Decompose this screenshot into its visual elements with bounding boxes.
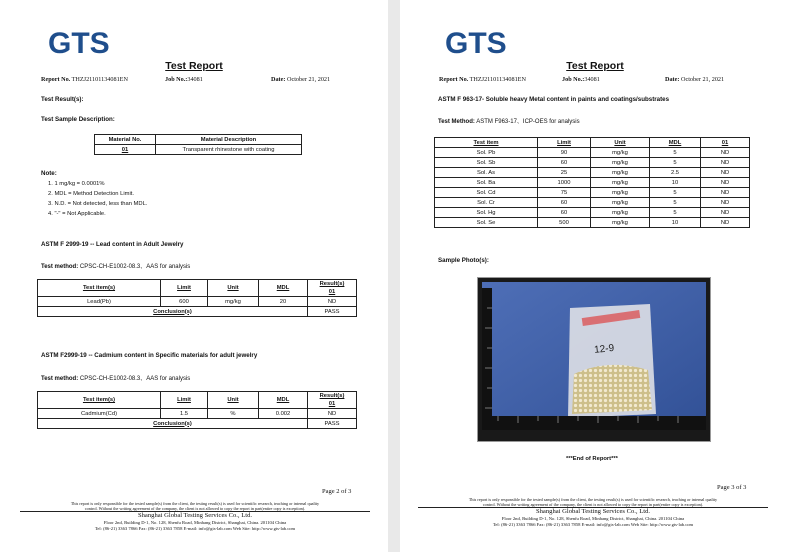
notes-list [48, 179, 147, 219]
table-row [435, 178, 750, 188]
table-row [435, 198, 750, 208]
cadmium-section-title: ASTM F2999-19 -- Cadmium content in Specific materials for adult jewelry [41, 352, 258, 359]
report-page-2 [0, 0, 388, 552]
material-desc-cell: Transparent rhinestone with coating [156, 145, 302, 155]
col-unit: Unit [208, 392, 259, 409]
report-date: Date: October 21, 2021 [665, 76, 725, 83]
disclaimer-line: control. Without the writing agreement of the company, the client is not allowed to copy the report in part(entire copy is exception). [20, 506, 370, 512]
cell: 5 [650, 198, 701, 208]
metal-rows [435, 148, 750, 228]
sample-photo-label: Sample Photo(s): [438, 257, 489, 264]
end-of-report: ***End of Report*** [566, 456, 618, 462]
col-mdl: MDL [259, 392, 308, 409]
cadmium-table [37, 391, 357, 429]
svg-text:GTS: GTS [48, 27, 110, 57]
table-row [435, 158, 750, 168]
cell: 60 [538, 198, 591, 208]
cell: ND [308, 409, 357, 419]
cell: Sol. Se [435, 218, 538, 228]
col-limit: Limit [538, 138, 591, 148]
cell: mg/kg [591, 218, 650, 228]
report-no: Report No. THZJ21101134081EN [41, 76, 128, 83]
cell: ND [701, 168, 750, 178]
cell: mg/kg [208, 297, 259, 307]
note-item: 3. N.D. = Not detected, less than MDL. [48, 201, 148, 207]
cell: ND [308, 297, 357, 307]
table-row [435, 188, 750, 198]
cell: mg/kg [591, 198, 650, 208]
gts-logo [48, 27, 118, 57]
cell: 25 [538, 168, 591, 178]
cell: 10 [650, 218, 701, 228]
gts-logo [445, 27, 515, 57]
note-item: 2. MDL = Method Detection Limit. [48, 191, 134, 197]
disclaimer-line: This report is only responsible for the tested sample(s) from the client, the testing result(s) is used for scientific research, teaching or internal quality [70, 501, 320, 506]
lead-section-title: ASTM F 2999-19 -- Lead content in Adult Jewelry [41, 241, 184, 248]
cell: 600 [161, 297, 208, 307]
table-row [435, 218, 750, 228]
cell: Sol. Pb [435, 148, 538, 158]
col-unit: Unit [591, 138, 650, 148]
cell: Sol. Hg [435, 208, 538, 218]
col-result [308, 280, 357, 297]
note-item: 1. 1 mg/kg = 0.0001% [48, 181, 105, 187]
cell: ND [701, 218, 750, 228]
cell: 0.002 [259, 409, 308, 419]
cell: 500 [538, 218, 591, 228]
conclusion-value: PASS [308, 419, 357, 429]
company-address: Floor 2nd, Building D-1, No. 128, Shenfu Road, Minhang District, Shanghai, China. 201104 China [501, 516, 685, 521]
note-label: Note: [41, 170, 57, 177]
cell: mg/kg [591, 178, 650, 188]
col-unit: Unit [208, 280, 259, 297]
job-no: Job No.:34081 [562, 76, 600, 83]
job-no: Job No.:34081 [165, 76, 203, 83]
cell: mg/kg [591, 158, 650, 168]
table-row [38, 409, 357, 419]
conclusion-label: Conclusion(s) [38, 419, 308, 429]
table-row [435, 168, 750, 178]
cell: mg/kg [591, 148, 650, 158]
cell: ND [701, 178, 750, 188]
cell: mg/kg [591, 208, 650, 218]
cell: 60 [538, 158, 591, 168]
page-number: Page 2 of 3 [322, 488, 352, 495]
page-number: Page 3 of 3 [717, 484, 747, 491]
col-mdl: MDL [650, 138, 701, 148]
conclusion-label: Conclusion(s) [38, 307, 308, 317]
section-title: ASTM F 963-17- Soluble heavy Metal content in paints and coatings/substrates [438, 96, 670, 103]
col-test-item: Test item [435, 138, 538, 148]
col-limit: Limit [161, 280, 208, 297]
cell: ND [701, 148, 750, 158]
page-title: Test Report [566, 60, 624, 72]
material-desc-header: Material Description [156, 135, 302, 145]
disclaimer-line: This report is only responsible for the tested sample(s) from the client, the testing result(s) is used for scientific research, teaching or internal quality [468, 497, 718, 502]
cell: 5 [650, 148, 701, 158]
cell: Sol. Sb [435, 158, 538, 168]
cell: 2.5 [650, 168, 701, 178]
cell: % [208, 409, 259, 419]
col-mdl: MDL [259, 280, 308, 297]
col-test-item: Test item(s) [38, 392, 161, 409]
report-no: Report No. THZJ21101134081EN [439, 76, 526, 83]
cell: ND [701, 198, 750, 208]
table-row [38, 297, 357, 307]
result-header: Result(s) [319, 393, 345, 399]
cell: Sol. Cd [435, 188, 538, 198]
test-method: Test Method: ASTM F963-17、ICP-OES for analysis [438, 119, 580, 125]
sample-description-label: Test Sample Description: [41, 116, 115, 123]
company-address: Floor 2nd, Building D-1, No. 128, Shenfu Road, Minhang District, Shanghai, China. 201104 China [103, 520, 287, 525]
cell: Sol. Ba [435, 178, 538, 188]
cell: mg/kg [591, 188, 650, 198]
page-title: Test Report [165, 60, 223, 72]
material-no-cell: 01 [95, 145, 156, 155]
conclusion-value: PASS [308, 307, 357, 317]
material-no-header: Material No. [95, 135, 156, 145]
test-results-label: Test Result(s): [41, 96, 84, 103]
table-row [435, 208, 750, 218]
company-name: Shanghai Global Testing Services Co., Ltd. [137, 512, 253, 519]
lead-test-method: Test method: CPSC-CH-E1002-08.3、AAS for analysis [41, 264, 191, 270]
soluble-metals-table [434, 137, 750, 228]
cell: 90 [538, 148, 591, 158]
cell: 60 [538, 208, 591, 218]
cell: Sol. As [435, 168, 538, 178]
note-item: 4. "-" = Not Applicable. [48, 211, 106, 217]
svg-text:GTS: GTS [445, 27, 507, 57]
cell: 75 [538, 188, 591, 198]
company-name: Shanghai Global Testing Services Co., Ltd. [535, 508, 651, 515]
cell: 5 [650, 208, 701, 218]
table-row [435, 148, 750, 158]
page-divider [388, 0, 400, 552]
company-contact: Tel: (86-21) 3363 7866 Fax: (86-21) 3363 7858 E-mail: info@gts-lab.com Web Site: http://www.gts-lab.com [492, 522, 694, 527]
sample-id-header: 01 [328, 289, 336, 295]
page-footer [418, 497, 768, 528]
sample-id-header: 01 [328, 401, 336, 407]
svg-text:12-9: 12-9 [593, 342, 615, 356]
lead-table [37, 279, 357, 317]
col-result [308, 392, 357, 409]
cell: Cadmium(Cd) [38, 409, 161, 419]
company-contact: Tel: (86-21) 3363 7866 Fax: (86-21) 3363 7858 E-mail: info@gts-lab.com Web Site: http://www.gts-lab.com [94, 526, 296, 531]
sample-photo-image [478, 278, 710, 441]
page-footer [20, 501, 370, 532]
col-test-item: Test item(s) [38, 280, 161, 297]
cell: mg/kg [591, 168, 650, 178]
cell: ND [701, 158, 750, 168]
cell: 20 [259, 297, 308, 307]
cell: Sol. Cr [435, 198, 538, 208]
cell: 1000 [538, 178, 591, 188]
cadmium-test-method: Test method: CPSC-CH-E1002-08.3、AAS for analysis [41, 376, 191, 382]
report-date: Date: October 21, 2021 [271, 76, 331, 83]
result-header: Result(s) [319, 281, 345, 287]
cell: 10 [650, 178, 701, 188]
material-table [94, 134, 302, 155]
cell: 5 [650, 158, 701, 168]
cell: 1.5 [161, 409, 208, 419]
cell: Lead(Pb) [38, 297, 161, 307]
cell: 5 [650, 188, 701, 198]
cell: ND [701, 188, 750, 198]
sample-photo [477, 277, 711, 442]
cell: ND [701, 208, 750, 218]
col-sample: 01 [701, 138, 750, 148]
disclaimer-line: control. Without the writing agreement of the company, the client is not allowed to copy the report in part(entire copy is exception). [418, 502, 768, 508]
col-limit: Limit [161, 392, 208, 409]
